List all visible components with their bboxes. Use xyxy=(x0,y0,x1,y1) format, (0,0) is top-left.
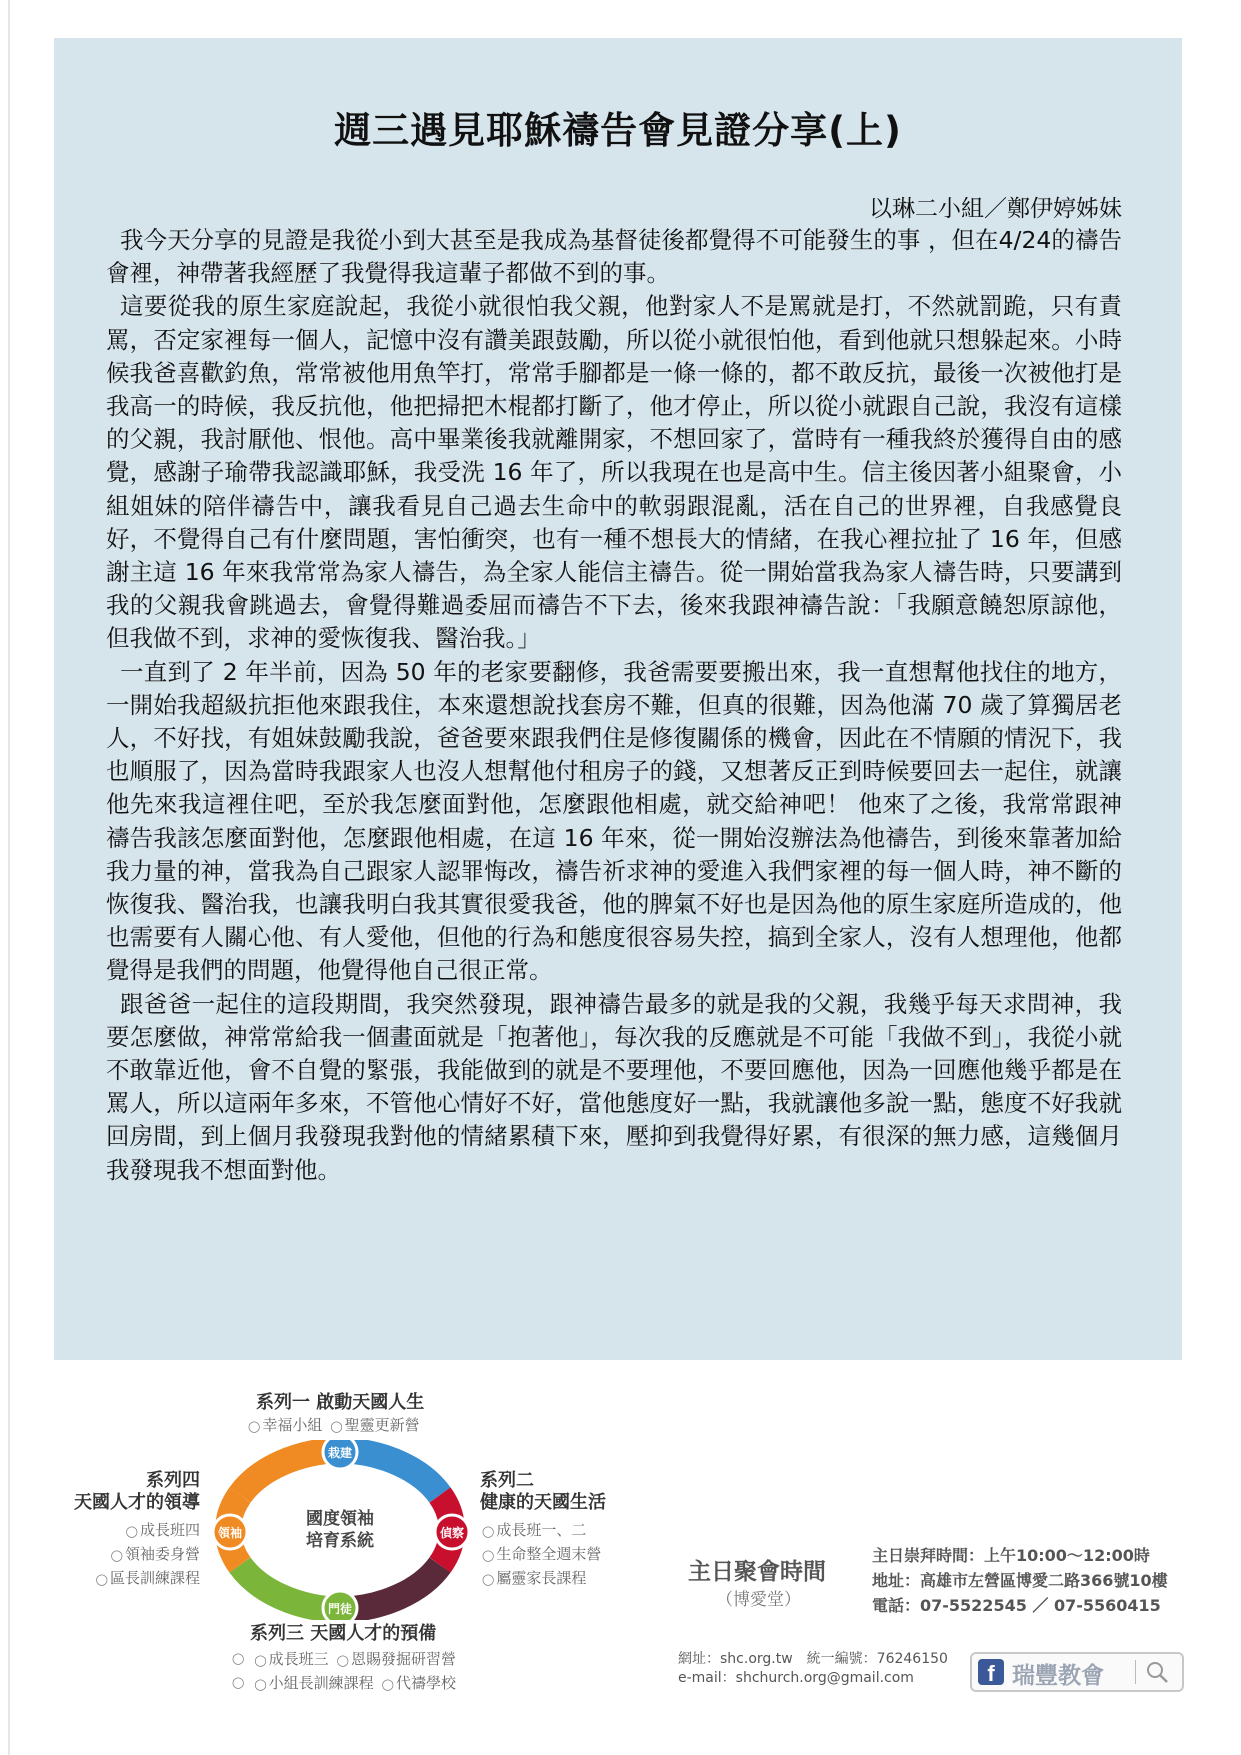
series1-items xyxy=(248,1414,420,1438)
series3-item: ◯ 恩賜發掘研習營 xyxy=(337,1648,456,1672)
series4-title xyxy=(70,1470,200,1514)
series3-item: ◯ ◯ 小組長訓練課程 xyxy=(254,1672,373,1696)
leadership-cycle-diagram xyxy=(210,1440,470,1620)
sunday-service-title: 主日聚會時間 xyxy=(688,1559,826,1585)
facebook-icon: f xyxy=(978,1659,1004,1685)
website: 網址：shc.org.tw 統一編號：76246150 xyxy=(678,1651,948,1667)
series3-title: 系列三 天國人才的預備 xyxy=(250,1623,437,1644)
email: e-mail：shchurch.org@gmail.com xyxy=(678,1670,914,1686)
article-body xyxy=(106,224,1122,1187)
series2-item: ◯ 成長班一、二 xyxy=(482,1519,601,1543)
sunday-service-venue: （博愛堂） xyxy=(716,1590,801,1610)
page-edge-rule xyxy=(8,0,10,1755)
address: 地址：高雄市左營區博愛二路366號10樓 xyxy=(872,1571,1168,1590)
series2-item: ◯ 生命整全週末營 xyxy=(482,1543,601,1567)
stage-label: 栽建 xyxy=(327,1446,353,1460)
series4-item: ◯ 成長班四 xyxy=(70,1519,200,1543)
series4-item: ◯ 區長訓練課程 xyxy=(70,1567,200,1591)
stage-label: 偵察 xyxy=(439,1526,465,1540)
contact-info xyxy=(678,1650,948,1688)
phone: 電話：07-5522545 ／ 07-5560415 xyxy=(872,1596,1161,1615)
series2-title xyxy=(480,1470,606,1514)
center-label: 國度領袖 xyxy=(306,1509,374,1529)
service-info xyxy=(872,1543,1168,1618)
series2-title-line: 健康的天國生活 xyxy=(480,1492,606,1513)
article-title: 週三遇見耶穌禱告會見證分享(上) xyxy=(334,109,902,152)
series4-item: ◯ 領袖委身營 xyxy=(70,1543,200,1567)
center-label: 培育系統 xyxy=(306,1531,374,1551)
search-icon[interactable] xyxy=(1145,1660,1169,1684)
series4-title-line: 系列四 xyxy=(146,1470,200,1491)
worship-time: 主日崇拜時間：上午10:00～12:00時 xyxy=(872,1546,1150,1565)
paragraph: 跟爸爸一起住的這段期間，我突然發現，跟神禱告最多的就是我的父親，我幾乎每天求問神，我要怎麼做，神常常給我一個畫面就是「抱著他」，每次我的反應就是不可能「我做不到」，我從小就不敢靠近他，會不自覺的緊張，我能做到的就是不要理他，不要回應他，因為一回應他幾乎都是在罵人，所以這兩年多來，不管他心情好不好，當他態度好一點，我就讓他多說一點，態度不好我就回房間，到上個月我發現我對他的情緒累積下來，壓抑到我覺得好累，有很深的無力感，這幾個月我發現我不想面對他。 xyxy=(106,989,1122,1184)
series3-items xyxy=(232,1648,456,1696)
testimony-panel xyxy=(54,38,1182,1360)
series4-items xyxy=(70,1519,200,1591)
paragraph: 這要從我的原生家庭說起，我從小就很怕我父親，他對家人不是罵就是打，不然就罰跪，只有責罵，否定家裡每一個人，記憶中沒有讚美跟鼓勵，所以從小就很怕他，看到他就只想躲起來。小時候我爸喜歡釣魚，常常被他用魚竿打，常常手腳都是一條一條的，都不敢反抗，最後一次被他打是我高一的時候，我反抗他，他把掃把木棍都打斷了，他才停止，所以從小就跟自己說，我沒有這樣的父親，我討厭他、恨他。高中畢業後我就離開家，不想回家了，當時有一種我終於獲得自由的感覺，感謝子瑜帶我認識耶穌，我受洗 16 年了，所以我現在也是高中生。信主後因著小組聚會，小組姐妹的陪伴禱告中，讓我看見自己過去生命中的軟弱跟混亂，活在自己的世界裡，自我感覺良好，不覺得自己有什麼問題，害怕衝突，也有一種不想長大的情緒，在我心裡拉扯了 16 年，但感謝主這 16 年來我常常為家人禱告，為全家人能信主禱告。從一開始當我為家人禱告時，只要講到我的父親我會跳過去，會覺得難過委屈而禱告不下去，後來我跟神禱告說：「我願意饒恕原諒他，但我做不到，求神的愛恢復我、醫治我。」 xyxy=(106,292,1122,653)
church-name: 瑞豐教會 xyxy=(1012,1663,1104,1689)
series1-item: ◯ 聖靈更新營 xyxy=(330,1414,419,1438)
paragraph: 我今天分享的見證是我從小到大甚至是我成為基督徒後都覺得不可能發生的事 ，但在4/24的禱告會裡，神帶著我經歷了我覺得我這輩子都做不到的事。 xyxy=(106,226,1122,288)
series4-title-line: 天國人才的領導 xyxy=(74,1492,200,1513)
search-divider xyxy=(1135,1660,1136,1684)
series2-items xyxy=(482,1519,601,1591)
series1-item: ◯ 幸福小組 xyxy=(248,1414,322,1438)
series2-title-line: 系列二 xyxy=(480,1470,534,1491)
series3-item: ◯ ◯ 成長班三 xyxy=(254,1648,328,1672)
series3-item: ◯ 代禱學校 xyxy=(382,1672,456,1696)
paragraph: 一直到了 2 年半前，因為 50 年的老家要翻修，我爸需要要搬出來，我一直想幫他找住的地方，一開始我超級抗拒他來跟我住，本來還想說找套房不難，但真的很難，因為他滿 70 歲了算獨居老人，不好找，有姐妹鼓勵我說，爸爸要來跟我們住是修復關係的機會，因此在不情願的情況下，我也順服了，因為當時我跟家人也沒人想幫他付租房子的錢，又想著反正到時候要回去一起住，就讓他先來我這裡住吧，至於我怎麼面對他，怎麼跟他相處，就交給神吧！ 他來了之後，我常常跟神禱告我該怎麼面對他，怎麼跟他相處，在這 16 年來，從一開始沒辦法為他禱告，到後來靠著加給我力量的神，當我為自己跟家人認罪悔改，禱告祈求神的愛進入我們家裡的每一個人時，神不斷的恢復我、醫治我，也讓我明白我其實很愛我爸，他的脾氣不好也是因為他的原生家庭所造成的，他也需要有人關心他、有人愛他，但他的行為和態度很容易失控，搞到全家人，沒有人想理他，他都覺得是我們的問題，他覺得他自己很正常。 xyxy=(106,657,1122,985)
stage-label: 領袖 xyxy=(217,1526,243,1540)
series1-title: 系列一 啟動天國人生 xyxy=(256,1392,425,1413)
stage-label: 門徒 xyxy=(327,1602,353,1616)
series2-item: ◯ 屬靈家長課程 xyxy=(482,1567,601,1591)
facebook-search-box[interactable] xyxy=(970,1652,1184,1692)
article-author: 以琳二小組／鄭伊婷姊妹 xyxy=(869,196,1122,222)
